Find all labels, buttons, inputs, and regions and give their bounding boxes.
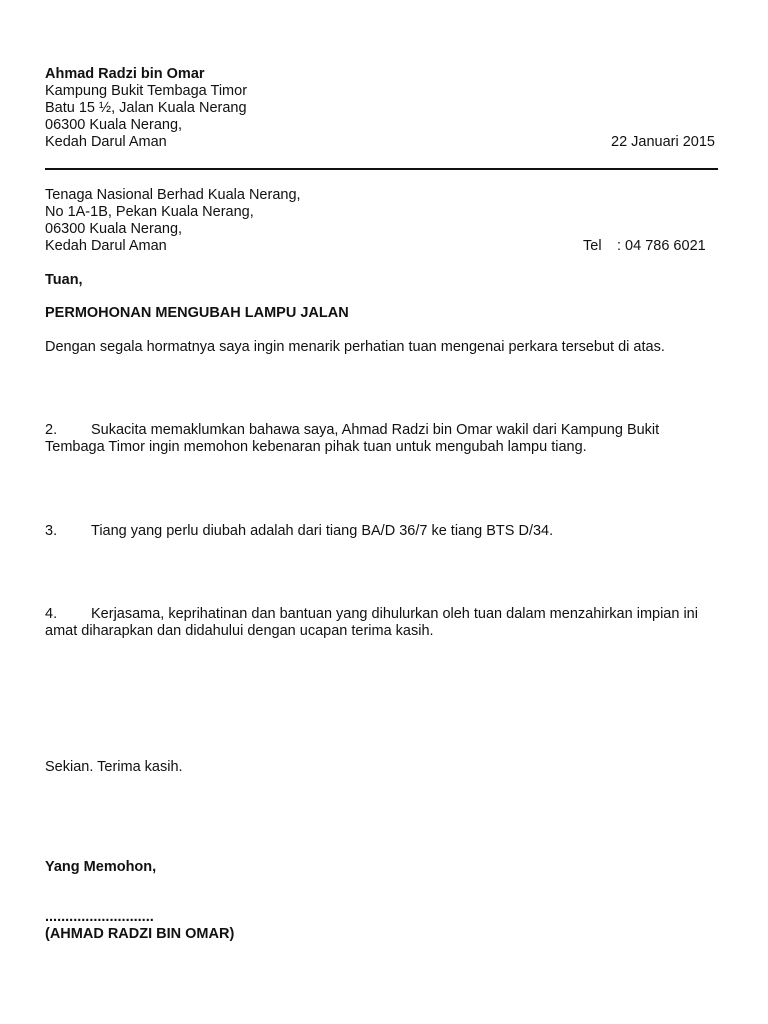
signature-line: ........................... xyxy=(45,909,154,925)
sender-address-line-3: 06300 Kuala Nerang, xyxy=(45,117,183,133)
signoff: Yang Memohon, xyxy=(45,859,157,875)
sender-address-line-4: Kedah Darul Aman xyxy=(45,134,167,150)
closing-line: Sekian. Terima kasih. xyxy=(45,759,183,775)
sender-address-line-1: Kampung Bukit Tembaga Timor xyxy=(45,83,248,99)
paragraph-3 xyxy=(45,523,715,540)
recipient-address-line-3: 06300 Kuala Nerang, xyxy=(45,221,183,237)
paragraph-2 xyxy=(45,422,715,456)
paragraph-number: 3. xyxy=(45,523,58,539)
letter-date: 22 Januari 2015 xyxy=(611,134,715,150)
signatory-name: (AHMAD RADZI BIN OMAR) xyxy=(45,926,235,942)
recipient-address-line-4: Kedah Darul Aman xyxy=(45,238,167,254)
paragraph-text: Kerjasama, keprihatinan dan bantuan yang dihulurkan oleh tuan dalam menzahirkan impian ini amat diharapkan dan didahului dengan ucapan terima kasih. xyxy=(45,606,698,639)
salutation: Tuan, xyxy=(45,272,83,288)
telephone-label: Tel xyxy=(583,238,602,254)
sender-address-line-2: Batu 15 ½, Jalan Kuala Nerang xyxy=(45,100,247,116)
recipient-telephone xyxy=(583,238,706,255)
paragraph-text: Tiang yang perlu diubah adalah dari tiang BA/D 36/7 ke tiang BTS D/34. xyxy=(91,523,554,539)
paragraph-text: Sukacita memaklumkan bahawa saya, Ahmad Radzi bin Omar wakil dari Kampung Bukit Tembaga Timor ingin memohon kebenaran pihak tuan untuk mengubah lampu tiang. xyxy=(45,422,660,455)
paragraph-number: 2. xyxy=(45,422,58,438)
recipient-address-line-1: Tenaga Nasional Berhad Kuala Nerang, xyxy=(45,187,301,203)
sender-name: Ahmad Radzi bin Omar xyxy=(45,66,205,82)
opening-paragraph: Dengan segala hormatnya saya ingin menarik perhatian tuan mengenai perkara tersebut di atas. xyxy=(45,339,665,355)
paragraph-4 xyxy=(45,606,715,640)
telephone-number: : 04 786 6021 xyxy=(617,238,706,254)
header-divider xyxy=(45,168,718,170)
recipient-address-line-2: No 1A-1B, Pekan Kuala Nerang, xyxy=(45,204,254,220)
paragraph-number: 4. xyxy=(45,606,58,622)
letter-subject: PERMOHONAN MENGUBAH LAMPU JALAN xyxy=(45,305,349,321)
